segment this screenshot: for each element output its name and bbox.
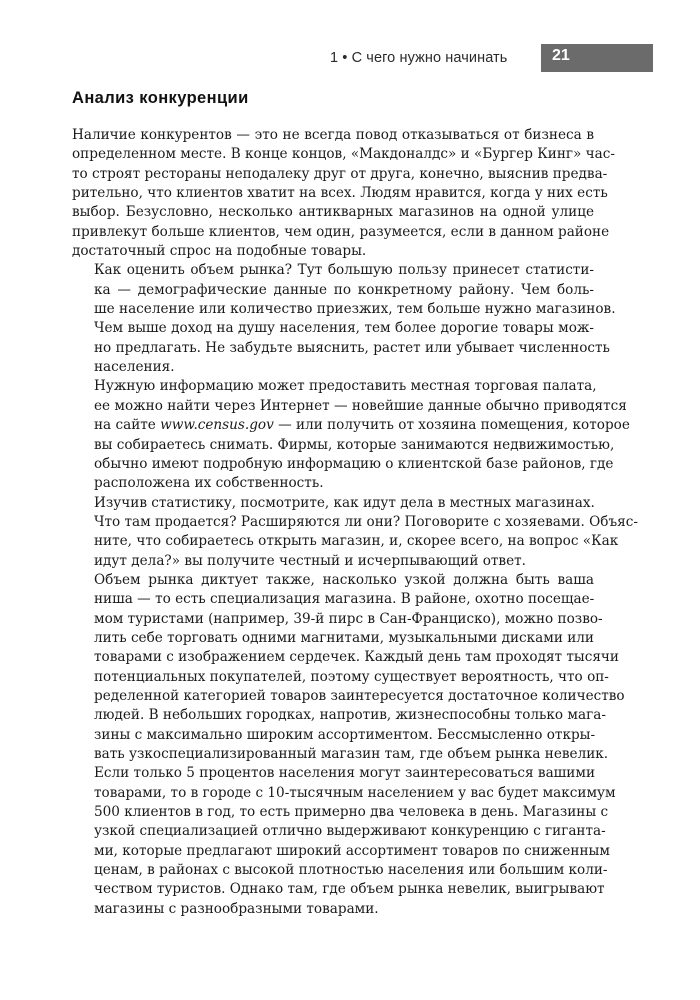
- text-line: Изучив статистику, посмотрите, как идут дела в местных магазинах.: [94, 494, 595, 511]
- text-line: Если только 5 процентов населения могут заинтересоваться вашими: [94, 765, 596, 782]
- text-line: Как оценить объем рынка? Тут большую пользу принесет статисти-: [94, 262, 594, 279]
- text-line: ределенной категорией товаров заинтересуется достаточное количество: [94, 687, 625, 704]
- text-line: расположена их собственность.: [94, 475, 324, 492]
- section-heading: Анализ конкуренции: [72, 89, 249, 107]
- text-line: рительно, что клиентов хватит на всех. Людям нравится, когда у них есть: [72, 185, 608, 202]
- text-line: мом туристами (например, 39-й пирс в Сан-Франциско), можно позво-: [94, 610, 603, 627]
- text-line: вы собираетесь снимать. Фирмы, которые занимаются недвижимостью,: [94, 436, 615, 453]
- text-line: зины с максимально широким ассортиментом. Бессмысленно откры-: [94, 726, 596, 743]
- text-line: ниша — то есть специализация магазина. В районе, охотно посещае-: [94, 591, 595, 608]
- text-line: Наличие конкурентов — это не всегда повод отказываться от бизнеса в: [72, 127, 594, 143]
- text-line: обычно имеют подробную информацию о клиентской базе районов, где: [94, 455, 614, 472]
- text-line: потенциальных покупателей, поэтому существует вероятность, что оп-: [94, 668, 609, 685]
- text-line: товарами с изображением сердечек. Каждый день там проходят тысячи: [94, 649, 619, 666]
- paragraph: [72, 494, 638, 571]
- text-line: идут дела?» вы получите честный и исчерпывающий ответ.: [94, 552, 526, 569]
- text-line: товарами, то в городе с 10-тысячным населением у вас будет максимум: [94, 784, 616, 801]
- text-line: достаточный спрос на подобные товары.: [72, 243, 367, 260]
- page-number: 21: [552, 47, 570, 64]
- text-line: но предлагать. Не забудьте выяснить, растет или убывает численность: [94, 339, 610, 356]
- text-line: ка — демографические данные по конкретному району. Чем боль-: [94, 281, 594, 298]
- text-line: лить себе торговать одними магнитами, музыкальными дисками или: [94, 629, 594, 646]
- text-line: Объем рынка диктует также, насколько узкой должна быть ваша: [94, 571, 594, 588]
- text-line: Нужную информацию может предоставить местная торговая палата,: [94, 378, 597, 395]
- text-line: ми, которые предлагают широкий ассортимент товаров по сниженным: [94, 842, 610, 859]
- paragraph: [72, 261, 616, 377]
- text-line: 500 клиентов в год, то есть примерно два человека в день. Магазины с: [94, 804, 609, 821]
- paragraph: [72, 377, 630, 493]
- text-line: людей. В небольших городках, напротив, жизнеспособны только мага-: [94, 707, 606, 724]
- text-line: Чем выше доход на душу населения, тем более дорогие товары мож-: [94, 320, 594, 337]
- text-line: Что там продается? Расширяются ли они? Поговорите с хозяевами. Объяс-: [94, 513, 638, 530]
- text-line: ее можно найти через Интернет — новейшие данные обычно приводятся: [94, 397, 627, 414]
- text-line: чеством туристов. Однако там, где объем рынка невелик, выигрывают: [94, 881, 605, 898]
- text-line: привлекут больше клиентов, чем один, разумеется, если в данном районе: [72, 223, 610, 240]
- body-text: [72, 126, 638, 919]
- text-line: на сайте www.census.gov — или получить от хозяина помещения, которое: [94, 417, 630, 434]
- text-line: ните, что собираетесь открыть магазин, и, скорее всего, на вопрос «Как: [94, 533, 619, 550]
- page-number-box: [541, 44, 653, 72]
- text-line: ценам, в районах с высокой плотностью населения или большим коли-: [94, 862, 608, 879]
- text-line: определенном месте. В конце концов, «Макдоналдс» и «Бургер Кинг» час-: [72, 146, 615, 163]
- paragraph: [72, 571, 625, 919]
- page-header: [0, 44, 700, 74]
- text-line: выбор. Безусловно, несколько антикварных магазинов на одной улице: [72, 204, 594, 221]
- text-line: населения.: [94, 359, 175, 376]
- running-head: 1 • С чего нужно начинать: [330, 50, 508, 66]
- paragraph: [72, 126, 615, 261]
- text-line: узкой специализацией отлично выдерживают конкуренцию с гиганта-: [94, 823, 606, 840]
- text-line: магазины с разнообразными товарами.: [94, 900, 379, 917]
- text-line: ше население или количество приезжих, тем больше нужно магазинов.: [94, 301, 616, 318]
- text-line: вать узкоспециализированный магазин там, где объем рынка невелик.: [94, 746, 609, 762]
- text-line: то строят рестораны неподалеку друг от друга, конечно, выяснив предва-: [72, 165, 608, 182]
